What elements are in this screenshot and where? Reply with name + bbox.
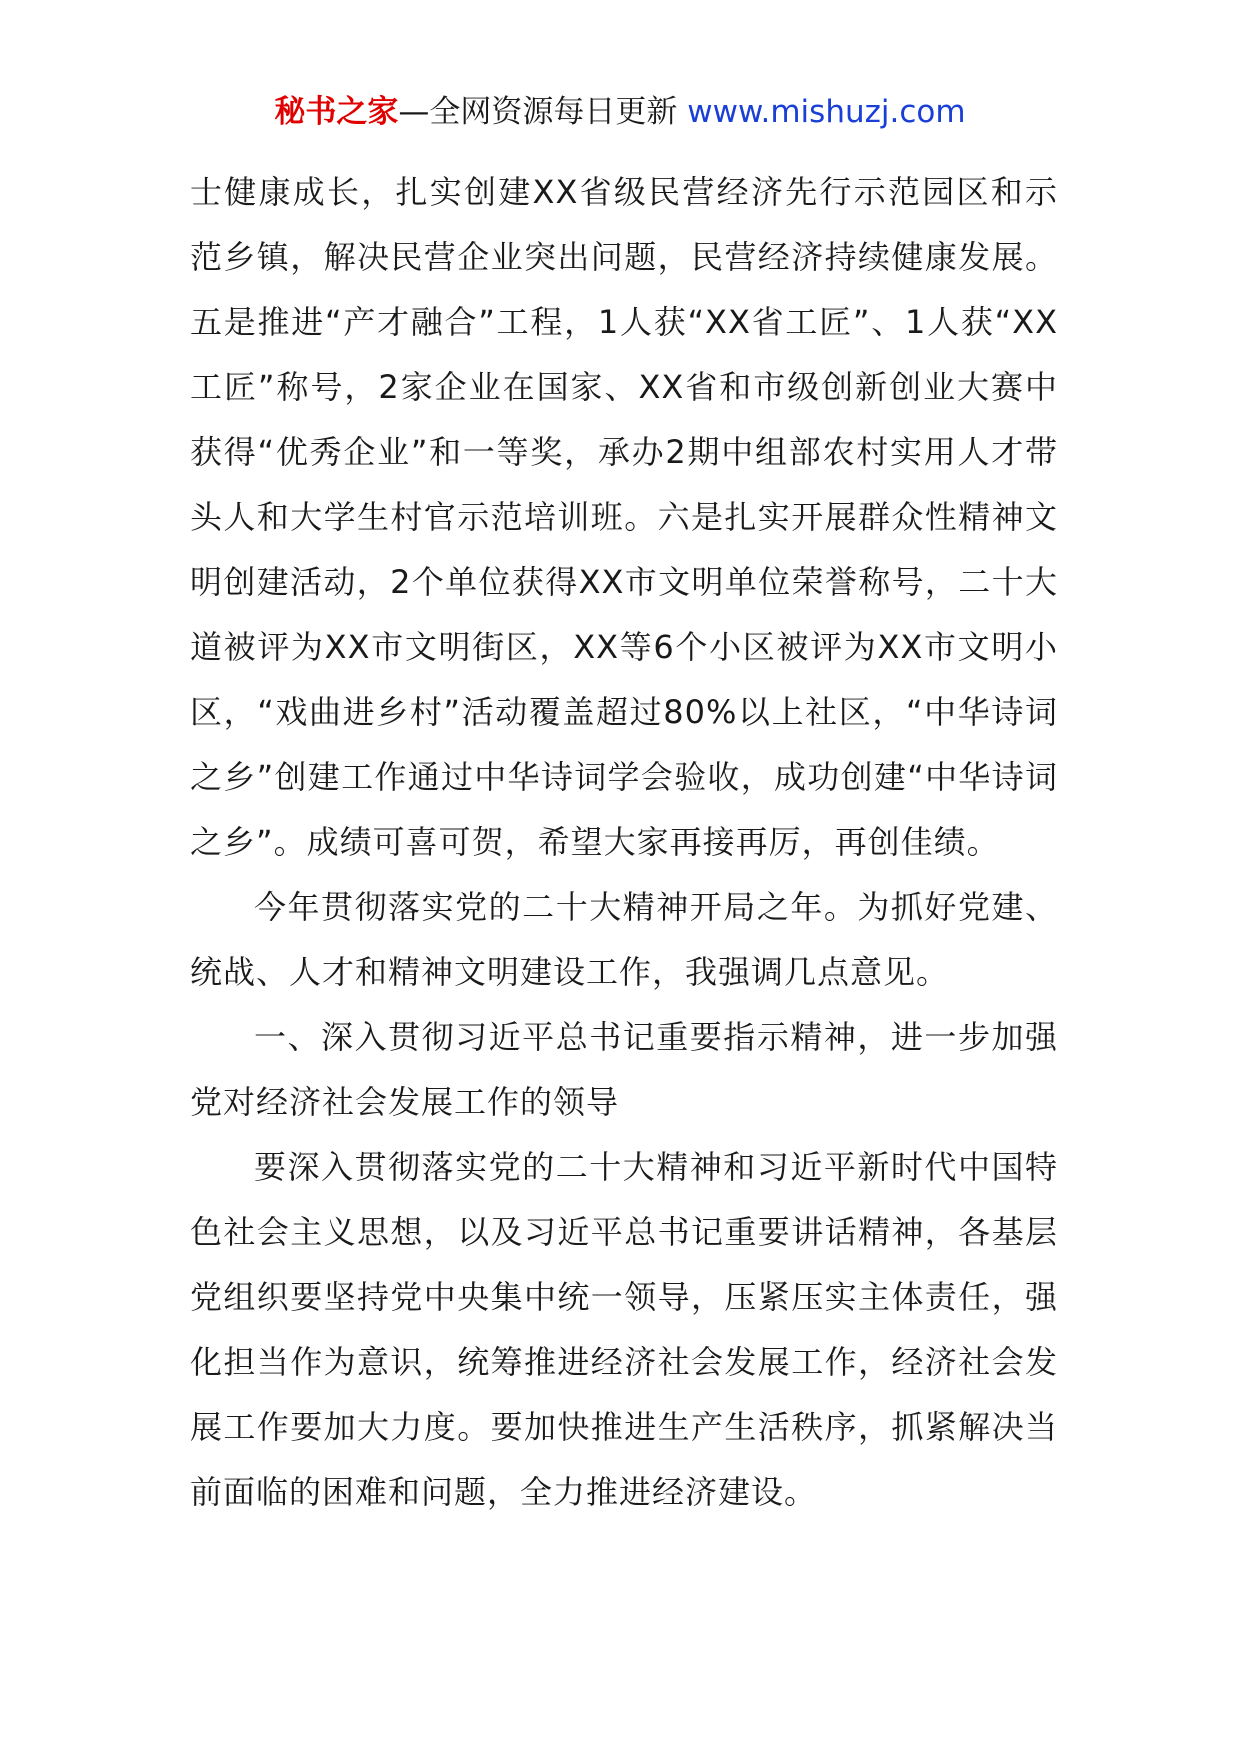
section-heading-1: 一、深入贯彻习近平总书记重要指示精神，进一步加强党对经济社会发展工作的领导 (190, 1018, 1058, 1121)
paragraph-intro: 今年贯彻落实党的二十大精神开局之年。为抓好党建、统战、人才和精神文明建设工作，我强调几点意见。 (190, 888, 1058, 991)
paragraph-section-1: 要深入贯彻落实党的二十大精神和习近平新时代中国特色社会主义思想，以及习近平总书记重要讲话精神，各基层党组织要坚持党中央集中统一领导，压紧压实主体责任，强化担当作为意识，统筹推进经济社会发展工作，经济社会发展工作要加大力度。要加快推进生产生活秩序，抓紧解决当前面临的困难和问题，全力推进经济建设。 (190, 1148, 1058, 1511)
brand-name: 秘书之家 (274, 94, 399, 130)
header-slogan: —全网资源每日更新 (398, 94, 678, 130)
paragraph-continued: 士健康成长，扎实创建XX省级民营经济先行示范园区和示范乡镇，解决民营企业突出问题，民营经济持续健康发展。五是推进“产才融合”工程，1人获“XX省工匠”、1人获“XX工匠”称号，2家企业在国家、XX省和市级创新创业大赛中获得“优秀企业”和一等奖，承办2期中组部农村实用人才带头人和大学生村官示范培训班。六是扎实开展群众性精神文明创建活动，2个单位获得XX市文明单位荣誉称号，二十大道被评为XX市文明街区，XX等6个小区被评为XX市文明小区，“戏曲进乡村”活动覆盖超过80%以上社区，“中华诗词之乡”创建工作通过中华诗词学会验收，成功创建“中华诗词之乡”。成绩可喜可贺，希望大家再接再厉，再创佳绩。 (190, 173, 1058, 861)
site-url-link[interactable]: www.mishuzj.com (687, 94, 966, 130)
document-body (190, 160, 1058, 1525)
page-header (0, 92, 1240, 132)
